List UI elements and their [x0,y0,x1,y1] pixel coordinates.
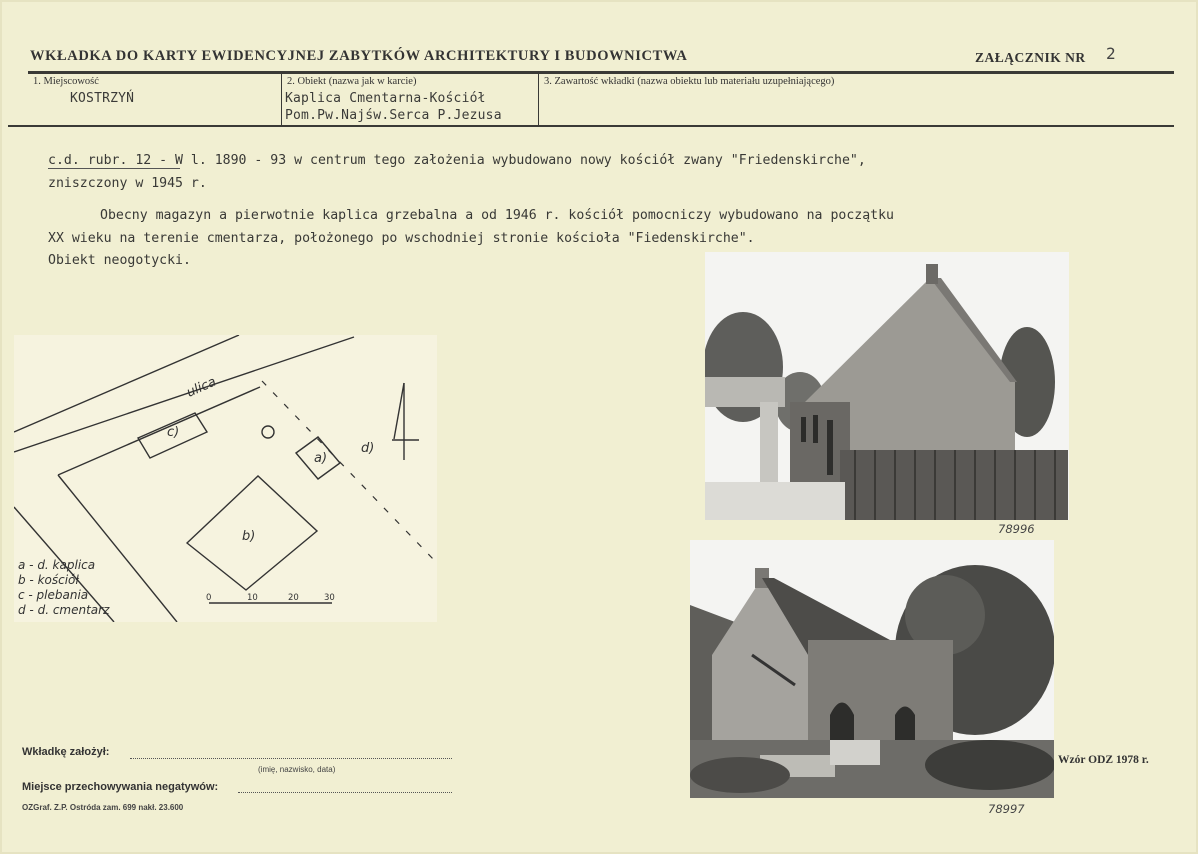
legend-b: b - kościół [18,573,79,587]
annex-number: 2 [1106,44,1116,63]
label-c: c) [167,425,180,440]
body-line-1: c.d. rubr. 12 - W l. 1890 - 93 w centrum tego założenia wybudowano nowy kościół zwany "Friedenskirche", [48,153,866,168]
scale-0: 0 [206,593,212,603]
placed-by-hint: (imię, nazwisko, data) [258,765,336,774]
scale-30: 30 [324,593,335,603]
label-a: a) [314,451,328,466]
placed-by-field[interactable] [130,758,452,759]
body-line-4: XX wieku na terenie cmentarza, położonego po wschodniej stronie kościoła "Fiedenskirche". [48,231,755,246]
rubric-underline [48,168,180,169]
field3-label: 3. Zawartość wkładki (nazwa obiektu lub materiału uzupełniającego) [544,76,835,87]
negative-number-1: 78996 [998,522,1035,536]
body-line-2: zniszczony w 1945 r. [48,176,207,191]
scale-10: 10 [247,593,258,603]
printer-imprint: OZGraf. Z.P. Ostróda zam. 699 nakł. 23.600 [22,803,184,812]
field1-label: 1. Miejscowość [33,76,99,87]
header-rule-top [28,71,1174,74]
card-title: WKŁADKA DO KARTY EWIDENCYJNEJ ZABYTKÓW ARCHITEKTURY I BUDOWNICTWA [30,48,688,64]
street-edge-lower [14,337,354,452]
annex-label: ZAŁĄCZNIK NR [975,50,1086,65]
body-line-5: Obiekt neogotycki. [48,253,191,268]
photo-chapel-side [705,252,1069,520]
field2-line2: Pom.Pw.Najśw.Serca P.Jezusa [285,108,502,123]
field2-line1: Kaplica Cmentarna-Kościół [285,91,486,106]
site-plan-drawing [14,335,437,622]
body-line-3: Obecny magazyn a pierwotnie kaplica grzebalna a od 1946 r. kościół pomocniczy wybudowano na początku [100,208,894,223]
site-plan-sketch [14,335,437,622]
tree-symbol [262,426,274,438]
header-rule-bottom [8,125,1174,127]
field1-value: KOSTRZYŃ [70,91,135,106]
negative-number-2: 78997 [988,802,1025,816]
negatives-storage-label: Miejsce przechowywania negatywów: [22,781,219,793]
label-d: d) [361,441,375,456]
field-divider-2 [538,72,539,126]
form-pattern: Wzór ODZ 1978 r. [1058,754,1149,766]
field-divider-1 [281,72,282,126]
field2-label: 2. Obiekt (nazwa jak w karcie) [287,76,417,87]
street-label: ulica [184,374,219,401]
placed-by-label: Wkładkę założył: [22,746,110,758]
fence-marks [262,381,434,560]
legend-c: c - plebania [18,588,89,602]
legend-d: d - d. cmentarz [18,603,110,617]
legend-a: a - d. kaplica [18,558,96,572]
negatives-storage-field[interactable] [238,792,452,793]
photo-chapel-gable [690,540,1054,798]
scale-20: 20 [288,593,299,603]
label-b: b) [242,529,256,544]
